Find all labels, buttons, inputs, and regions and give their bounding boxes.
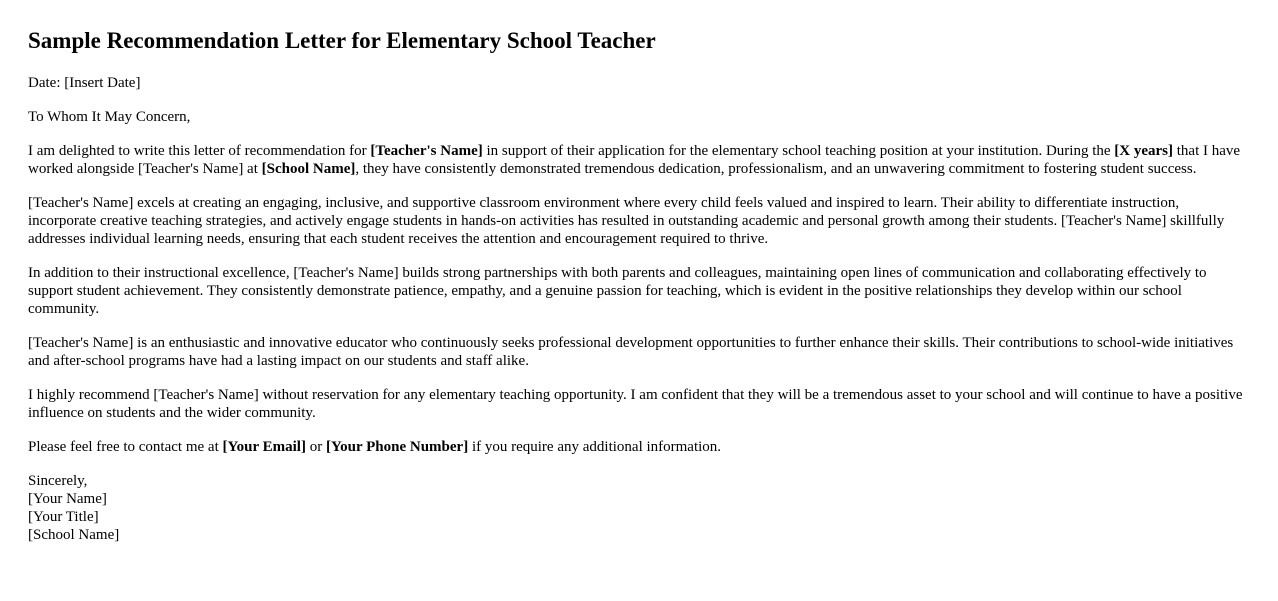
- paragraph-intro: [28, 142, 1250, 178]
- paragraph-recommendation: I highly recommend [Teacher's Name] without reservation for any elementary teaching opportunity. I am confident that they will be a tremendous asset to your school and will continue to have a positive influence on students and the wider community.: [28, 387, 1243, 421]
- salutation: To Whom It May Concern,: [28, 109, 191, 125]
- paragraph-partnerships: In addition to their instructional excellence, [Teacher's Name] builds strong partnerships with both parents and colleagues, maintaining open lines of communication and collaborating effectively to support student achievement. They consistently demonstrate patience, empathy, and a genuine passion for teaching, which is evident in the positive relationships they develop within our school community.: [28, 265, 1207, 317]
- teacher-name-placeholder: [Teacher's Name]: [370, 143, 483, 159]
- signature-school: [School Name]: [28, 527, 120, 543]
- email-placeholder: [Your Email]: [222, 439, 306, 455]
- signature-name: [Your Name]: [28, 491, 107, 507]
- intro-text-3: that I have worked alongside [Teacher's Name] at: [28, 143, 1241, 177]
- contact-text-3: if you require any additional information.: [468, 439, 722, 455]
- phone-placeholder: [Your Phone Number]: [325, 439, 469, 455]
- date-line: Date: [Insert Date]: [28, 75, 141, 91]
- page-title: Sample Recommendation Letter for Elementary School Teacher: [28, 28, 656, 53]
- paragraph-development: [Teacher's Name] is an enthusiastic and innovative educator who continuously seeks professional development opportunities to further enhance their skills. Their contributions to school-wide initiatives and after-school programs have had a lasting impact on our students and staff alike.: [28, 335, 1234, 369]
- signature-title: [Your Title]: [28, 509, 99, 525]
- signature-closing: Sincerely,: [28, 473, 88, 489]
- signature-block: [28, 472, 1250, 544]
- contact-text-1: Please feel free to contact me at: [28, 439, 223, 455]
- intro-text-1: I am delighted to write this letter of recommendation for: [28, 143, 371, 159]
- years-placeholder: [X years]: [1114, 143, 1174, 159]
- school-name-placeholder: [School Name]: [261, 161, 356, 177]
- contact-text-2: or: [305, 439, 326, 455]
- paragraph-classroom: [Teacher's Name] excels at creating an engaging, inclusive, and supportive classroom environment where every child feels valued and inspired to learn. Their ability to differentiate instruction, incorporate creative teaching strategies, and actively engage students in hands-on activities has resulted in outstanding academic and personal growth among their students. [Teacher's Name] skillfully addresses individual learning needs, ensuring that each student receives the attention and encouragement required to thrive.: [28, 195, 1225, 247]
- paragraph-contact: [28, 438, 1250, 456]
- intro-text-4: , they have consistently demonstrated tremendous dedication, professionalism, and an unwavering commitment to fostering student success.: [355, 161, 1197, 177]
- intro-text-2: in support of their application for the elementary school teaching position at your institution. During the: [482, 143, 1115, 159]
